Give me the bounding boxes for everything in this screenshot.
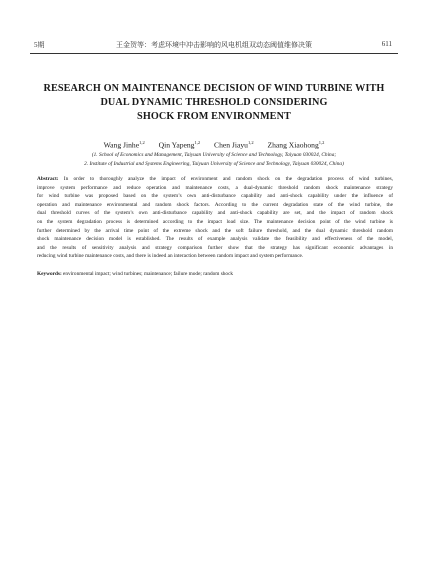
issue-number: 5期 [34,41,45,49]
author-name: Zhang Xiaohong [267,140,319,150]
abstract-line: and the results of sensitivity analysis and strategy comparison further show that the strategy has significant economic advantages in [37,244,393,251]
author-affiliation-mark: 1,2 [194,140,201,145]
running-header [30,40,398,52]
abstract-line: further determined by the arrival time point of the extreme shock and the soft failure threshold, and the dual dynamic threshold random [37,227,393,234]
abstract [37,175,393,261]
abstract-label: Abstract: [37,176,59,182]
abstract-line: operation and maintenance environmental and random shock factors. According to the current degradation state of the wind turbine, the [37,201,393,208]
author-affiliation-mark: 1,2 [139,140,145,145]
abstract-line: for wind turbine was proposed based on the system’s own anti-disturbance capability and anti-shock capability under the influence of [37,193,393,200]
abstract-line: shock maintenance decision model is established. The results of example analysis validate the feasibility and effectiveness of the model, [37,236,393,243]
author-name: Chen Jiayu [214,140,248,150]
title-line: SHOCK FROM ENVIRONMENT [137,111,291,122]
title-line: RESEARCH ON MAINTENANCE DECISION OF WIND TURBINE WITH [43,83,385,94]
abstract-line: improve system performance and reduce operation and maintenance costs, a dual-dynamic threshold random shock maintenance strategy [37,184,393,191]
abstract-line: reducing wind turbine maintenance costs, and there is indeed an interaction between random impact and system performance. [37,253,304,260]
author-list [30,140,398,150]
abstract-line: on the system degradation process is determined according to the impact load size. The maintenance decision point of the wind turbine is [37,218,393,225]
keywords-text: environmental impact; wind turbines; maintenance; failure mode; random shock [61,271,234,277]
abstract-line: dual threshold curves of the system’s own anti-disturbance capability and anti-shock capability are set, and the impact of random shock [37,210,393,217]
title-line: DUAL DYNAMIC THRESHOLD CONSIDERING [100,97,328,108]
abstract-line: Abstract: In order to thoroughly analyze the impact of environment and random shock on the degradation process of wind turbines, [37,176,393,182]
keywords-label: Keywords: [37,271,62,277]
affiliation: 2. Institute of Industrial and Systems Engineering, Taiyuan University of Science and Technology, Taiyuan 030024, China) [84,161,344,167]
affiliation: (1. School of Economics and Management, Taiyuan University of Science and Technology, Taiyuan 030024, China; [91,152,337,158]
running-title: 王金贺等：考虑环境中冲击影响的风电机组双动态阈值维修决策 [116,41,312,49]
author-affiliation-mark: 1,2 [247,140,254,145]
author-name: Wang Jinhe [103,140,140,150]
page-number: 611 [381,40,392,48]
paper-title [30,82,398,124]
author-name: Qin Yapeng [158,140,195,150]
header-rule [30,53,398,54]
author-affiliation-mark: 1,2 [318,140,325,145]
keywords [37,271,393,277]
